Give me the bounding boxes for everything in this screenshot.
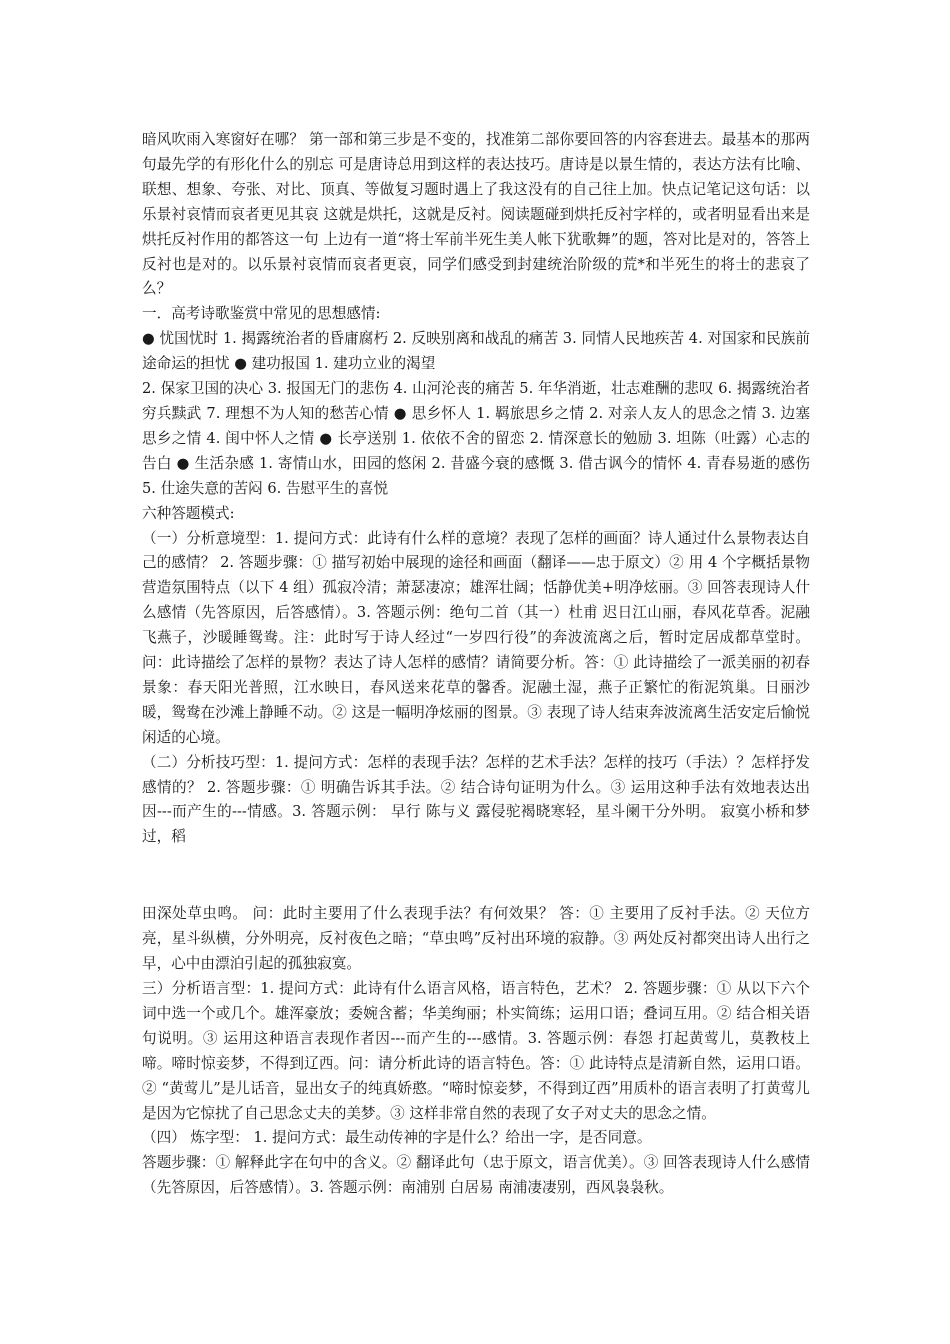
emotions-paragraph-2: 2. 保家卫国的决心 3. 报国无门的悲伤 4. 山河沦丧的痛苦 5. 年华消逝，壮志难酬的悲叹 6. 揭露统治者穷兵黩武 7. 理想不为人知的愁苦心情 ● 思乡怀人 1. 羁旅思乡之情 2. 对亲人友人的思念之情 3. 边塞思乡之情 4. 闺中怀人之情 ● 长亭送别 1. 依依不舍的留恋 2. 情深意长的勉励 3. 坦陈（吐露）心志的告白 ● 生活杂感 1. 寄情山水，田园的悠闲 2. 昔盛今衰的感慨 3. 借古讽今的情怀 4. 青春易逝的感伤 5. 仕途失意的苦闷 6. 告慰平生的喜悦	[142, 380, 810, 497]
document-page	[142, 128, 810, 1201]
mode-4-heading: （四） 炼字型： 1. 提问方式：最生动传神的字是什么？给出一字，是否同意。	[142, 1129, 652, 1147]
mode-4-paragraph: 答题步骤：① 解释此字在句中的含义。② 翻译此句（忠于原文，语言优美）。③ 回答表现诗人什么感情（先答原因，后答感情）。3. 答题示例：南浦别 白居易 南浦凄凄别，西风袅袅秋。	[142, 1154, 810, 1197]
mode-2-continuation: 田深处草虫鸣。 问：此时主要用了什么表现手法？有何效果？ 答：① 主要用了反衬手法。② 天位方亮，星斗纵横，分外明亮，反衬夜色之暗；“草虫鸣”反衬出环境的寂静。③ 两处反衬都突出诗人出行之早，心中由漂泊引起的孤独寂寞。	[142, 905, 810, 973]
section-heading-answer-modes: 六种答题模式:	[142, 504, 235, 522]
page-break-gap	[142, 850, 810, 902]
mode-3-paragraph: 三）分析语言型：1. 提问方式：此诗有什么语言风格，语言特色，艺术？ 2. 答题步骤：① 从以下六个词中选一个或几个。雄浑豪放；委婉含蓄；华美绚丽；朴实简练；运用口语；叠词互用。② 结合相关语句说明。③ 运用这种语言表现作者因---而产生的---感情。3. 答题示例：春怨 打起黄莺儿，莫教枝上啼。啼时惊妾梦，不得到辽西。问：请分析此诗的语言特色。答：① 此诗特点是清新自然，运用口语。② “黄莺儿”是儿话音，显出女子的纯真娇憨。“啼时惊妾梦，不得到辽西”用质朴的语言表明了打黄莺儿是因为它惊扰了自己思念丈夫的美梦。③ 这样非常自然的表现了女子对丈夫的思念之情。	[142, 980, 810, 1122]
section-heading-emotions: 一．高考诗歌鉴赏中常见的思想感情:	[142, 305, 381, 323]
emotions-paragraph-1: ● 忧国忧时 1. 揭露统治者的昏庸腐朽 2. 反映别离和战乱的痛苦 3. 同情人民地疾苦 4. 对国家和民族前途命运的担忧 ● 建功报国 1. 建功立业的渴望	[142, 330, 810, 373]
mode-2-paragraph: （二）分析技巧型：1. 提问方式：怎样的表现手法？怎样的艺术手法？怎样的技巧（手法）？怎样抒发感情的？ 2. 答题步骤：① 明确告诉其手法。② 结合诗句证明为什么。③ 运用这种手法有效地表达出因---而产生的---情感。3. 答题示例： 早行 陈与义 露侵驼褐晓寒轻，星斗阑干分外明。 寂寞小桥和梦过，稻	[142, 753, 810, 846]
mode-1-paragraph: （一）分析意境型：1. 提问方式：此诗有什么样的意境？表现了怎样的画面？诗人通过什么景物表达自己的感情？ 2. 答题步骤：① 描写初始中展现的途径和画面（翻译——忠于原文）② 用 4 个字概括景物营造氛围特点（以下 4 组）孤寂冷清；萧瑟凄凉；雄浑壮阔；恬静优美+明净炫丽。③ 回答表现诗人什么感情（先答原因，后答感情）。3. 答题示例：绝句二首（其一）杜甫 迟日江山丽，春风花草香。泥融飞燕子，沙暖睡鸳鸯。注：此时写于诗人经过“一岁四行役”的奔波流离之后，暂时定居成都草堂时。问：此诗描绘了怎样的景物？表达了诗人怎样的感情？请简要分析。答：① 此诗描绘了一派美丽的初春景象：春天阳光普照，江水映日，春风送来花草的馨香。泥融土湿，燕子正繁忙的衔泥筑巢。日丽沙暖，鸳鸯在沙滩上静睡不动。② 这是一幅明净炫丽的图景。③ 表现了诗人结束奔波流离生活安定后愉悦闲适的心境。	[142, 529, 810, 746]
intro-paragraph: 暗风吹雨入寒窗好在哪？ 第一部和第三步是不变的，找准第二部你要回答的内容套进去。最基本的那两句最先学的有形化什么的别忘 可是唐诗总用到这样的表达技巧。唐诗是以景生情的，表达方法有比喻、联想、想象、夸张、对比、顶真、等做复习题时遇上了我这没有的自己往上加。快点记笔记这句话：以乐景衬哀情而哀者更见其哀 这就是烘托，这就是反衬。阅读题碰到烘托反衬字样的，或者明显看出来是烘托反衬作用的都答这一句 上边有一道“将士军前半死生美人帐下犹歌舞”的题，答对比是对的，答答上反衬也是对的。以乐景衬哀情而哀者更哀，同学们感受到封建统治阶级的荒*和半死生的将士的悲哀了么？	[142, 131, 810, 298]
